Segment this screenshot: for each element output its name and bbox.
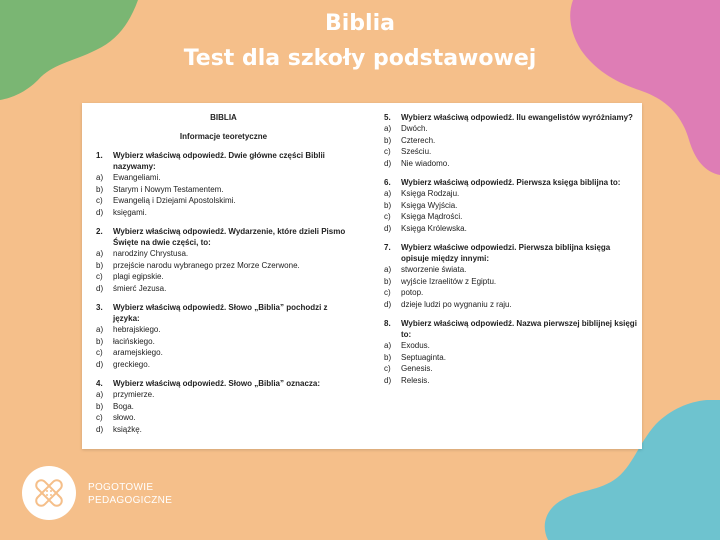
answer-option [96, 172, 351, 184]
answer-option [96, 359, 351, 371]
question-text: Wybierz właściwe odpowiedzi. Pierwsza biblijna księga opisuje między innymi: [401, 243, 611, 263]
option-letter: d) [384, 299, 392, 309]
answer-option [384, 340, 639, 352]
option-text: Ewangelią i Dziejami Apostolskimi. [113, 196, 236, 205]
question-text: Wybierz właściwą odpowiedź. Słowo „Biblia” pochodzi z języka: [113, 303, 328, 323]
option-text: wyjście Izraelitów z Egiptu. [401, 276, 497, 286]
option-text: Księga Mądrości. [401, 212, 463, 221]
question-heading [384, 177, 639, 188]
option-text: Ewangeliami. [113, 173, 161, 182]
option-letter: d) [384, 223, 392, 233]
left-column [96, 112, 351, 443]
question-number: 6. [384, 178, 391, 187]
option-text: przejście narodu wybranego przez Morze Czerwone. [113, 260, 300, 270]
answer-option [384, 158, 639, 170]
option-letter: b) [384, 135, 392, 145]
document-subtitle: Informacje teoretyczne [179, 132, 268, 141]
answer-option [96, 283, 351, 295]
option-letter: a) [384, 265, 392, 274]
brand-line-1: POGOTOWIE [88, 482, 154, 493]
option-letter: d) [96, 283, 104, 293]
option-letter: c) [384, 364, 391, 373]
question-item [384, 242, 639, 310]
question-text: Wybierz właściwą odpowiedź. Słowo „Biblia” oznacza: [113, 379, 320, 388]
option-text: aramejskiego. [113, 348, 163, 357]
option-letter: b) [96, 401, 104, 411]
question-heading [384, 242, 639, 264]
question-heading [384, 318, 639, 340]
header-title: Biblia [325, 11, 395, 36]
option-text: Księga Królewska. [401, 223, 467, 233]
option-text: Genesis. [401, 364, 433, 373]
question-heading [96, 150, 351, 172]
answer-option [384, 299, 639, 311]
option-text: dzieje ludzi po wygnaniu z raju. [401, 299, 512, 309]
option-text: narodziny Chrystusa. [113, 249, 189, 258]
answer-option [384, 287, 639, 299]
question-heading [96, 378, 351, 389]
option-letter: a) [96, 173, 104, 182]
header-subtitle: Test dla szkoły podstawowej [183, 46, 537, 71]
answer-option [96, 184, 351, 196]
answer-option [384, 211, 639, 223]
answer-option [96, 324, 351, 336]
option-letter: b) [384, 352, 392, 362]
answer-option [384, 123, 639, 135]
right-question-list [384, 112, 639, 386]
option-text: Septuaginta. [401, 352, 446, 362]
option-text: Księga Wyjścia. [401, 200, 458, 210]
question-number: 1. [96, 151, 103, 160]
question-item [96, 150, 351, 218]
option-text: Starym i Nowym Testamentem. [113, 184, 224, 194]
answer-option [384, 188, 639, 200]
option-text: plagi egipskie. [113, 272, 164, 281]
question-number: 4. [96, 379, 103, 388]
question-heading [96, 302, 351, 324]
option-letter: c) [384, 288, 391, 297]
answer-option [96, 389, 351, 401]
option-letter: d) [384, 375, 392, 385]
option-letter: a) [384, 341, 392, 350]
bandage-cross-icon [22, 466, 76, 520]
question-text: Wybierz właściwą odpowiedź. Ilu ewangelistów wyróżniamy? [401, 113, 633, 122]
option-text: śmierć Jezusa. [113, 283, 167, 293]
question-text: Wybierz właściwą odpowiedź. Nazwa pierwszej biblijnej księgi to: [401, 319, 637, 339]
answer-option [96, 401, 351, 413]
question-item [384, 177, 639, 234]
left-question-list [96, 150, 351, 435]
option-text: Boga. [113, 401, 134, 411]
answer-option [384, 363, 639, 375]
answer-option [384, 264, 639, 276]
question-number: 3. [96, 303, 103, 312]
brand-line-2: PEDAGOGICZNE [88, 495, 173, 506]
option-letter: c) [96, 413, 103, 422]
option-text: książkę. [113, 424, 142, 434]
answer-option [96, 336, 351, 348]
option-letter: d) [96, 207, 104, 217]
question-text: Wybierz właściwą odpowiedź. Pierwsza księga biblijna to: [401, 178, 621, 187]
question-item [384, 112, 639, 169]
option-letter: d) [96, 424, 104, 434]
brand-name [88, 481, 172, 507]
option-text: hebrajskiego. [113, 325, 161, 334]
option-text: potop. [401, 288, 424, 297]
option-letter: c) [384, 147, 391, 156]
answer-option [96, 260, 351, 272]
option-letter: b) [384, 276, 392, 286]
option-text: Relesis. [401, 375, 430, 385]
option-letter: b) [384, 200, 392, 210]
option-letter: c) [96, 272, 103, 281]
option-text: stworzenie świata. [401, 265, 467, 274]
option-letter: b) [96, 260, 104, 270]
option-letter: b) [96, 336, 104, 346]
option-text: Exodus. [401, 341, 430, 350]
answer-option [384, 135, 639, 147]
option-text: słowo. [113, 413, 136, 422]
question-text: Wybierz właściwą odpowiedź. Dwie główne części Biblii nazywamy: [113, 151, 325, 171]
question-item [96, 302, 351, 370]
option-letter: c) [96, 196, 103, 205]
question-item [384, 318, 639, 386]
option-text: księgami. [113, 207, 147, 217]
question-item [96, 378, 351, 435]
option-text: łacińskiego. [113, 336, 155, 346]
option-letter: d) [96, 359, 104, 369]
answer-option [384, 375, 639, 387]
right-column [384, 112, 639, 394]
option-text: Czterech. [401, 135, 436, 145]
question-number: 8. [384, 319, 391, 328]
option-letter: a) [384, 124, 392, 133]
option-letter: a) [96, 390, 104, 399]
option-text: przymierze. [113, 390, 155, 399]
answer-option [384, 146, 639, 158]
header [0, 8, 720, 76]
option-letter: c) [384, 212, 391, 221]
question-number: 7. [384, 243, 391, 252]
answer-option [96, 248, 351, 260]
answer-option [384, 352, 639, 364]
answer-option [96, 347, 351, 359]
option-letter: c) [96, 348, 103, 357]
test-document [82, 103, 642, 449]
answer-option [384, 223, 639, 235]
answer-option [384, 200, 639, 212]
answer-option [384, 276, 639, 288]
question-heading [384, 112, 639, 123]
question-number: 5. [384, 113, 391, 122]
option-text: Nie wiadomo. [401, 158, 450, 168]
answer-option [96, 412, 351, 424]
option-letter: b) [96, 184, 104, 194]
question-text: Wybierz właściwą odpowiedź. Wydarzenie, które dzieli Pismo Święte na dwie części, to: [113, 227, 346, 247]
option-letter: a) [96, 249, 104, 258]
question-heading [96, 226, 351, 248]
option-text: greckiego. [113, 359, 150, 369]
answer-option [96, 195, 351, 207]
answer-option [96, 207, 351, 219]
question-number: 2. [96, 227, 103, 236]
option-letter: a) [96, 325, 104, 334]
option-text: Księga Rodzaju. [401, 189, 460, 198]
option-text: Sześciu. [401, 147, 432, 156]
answer-option [96, 424, 351, 436]
question-item [96, 226, 351, 294]
option-letter: d) [384, 158, 392, 168]
option-letter: a) [384, 189, 392, 198]
document-title: BIBLIA [210, 113, 237, 122]
answer-option [96, 271, 351, 283]
option-text: Dwóch. [401, 124, 428, 133]
